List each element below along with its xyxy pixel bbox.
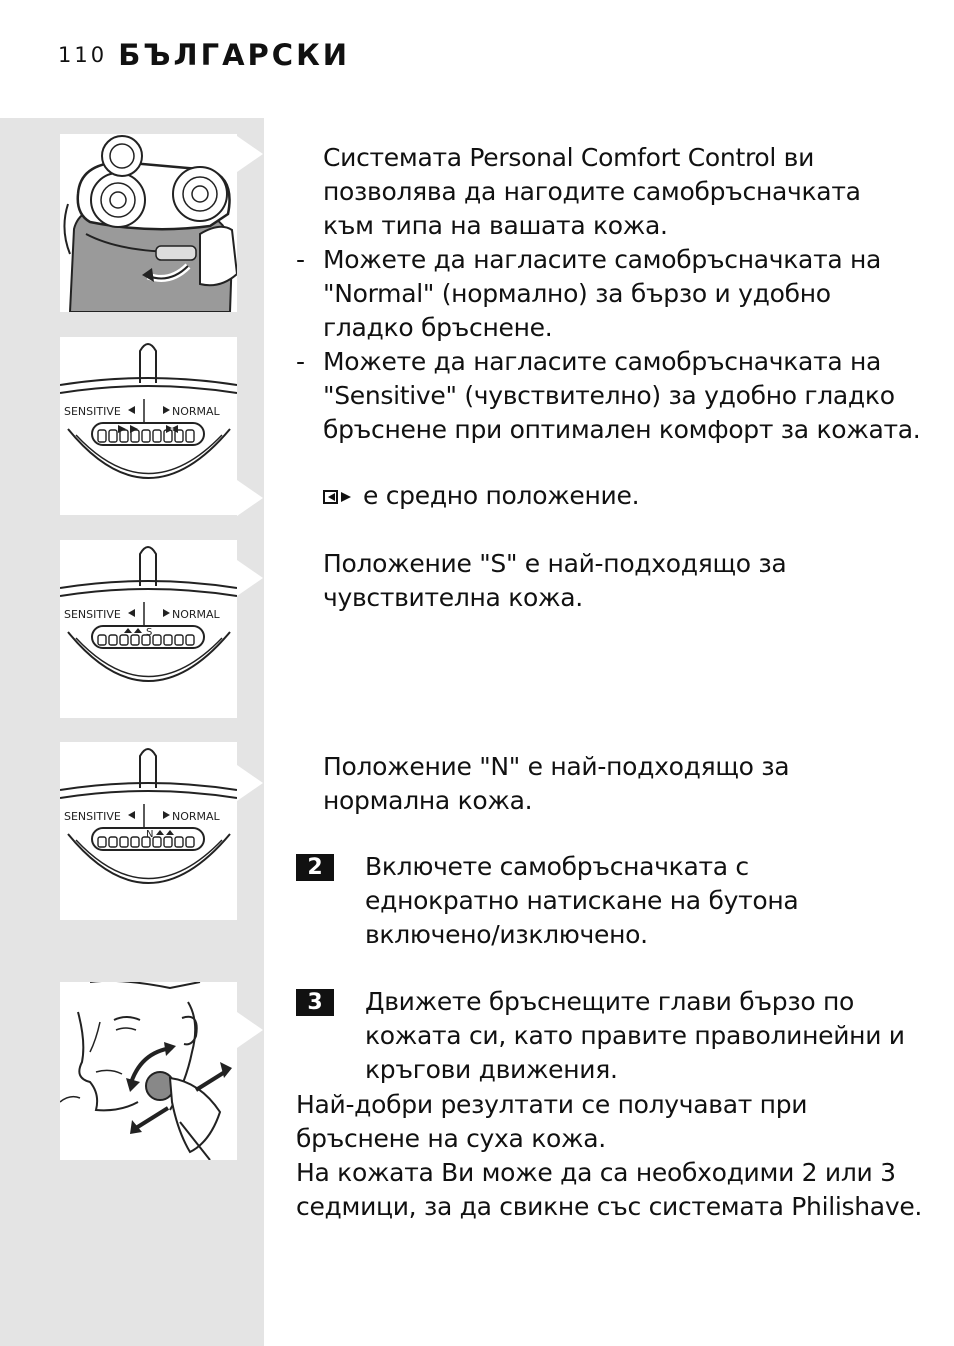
step-number-badge: 3	[296, 989, 334, 1016]
shaving-tips: Най-добри резултати се получават при бръснене на суха кожа. На кожата Ви може да са необходими 2 или 3 седмици, за да свикне със системата Philishave.	[296, 1090, 923, 1221]
sensitive-label: SENSITIVE	[64, 608, 121, 621]
normal-label: NORMAL	[172, 608, 220, 621]
dial-sensitive-position-illustration	[60, 540, 237, 718]
page-number: 110	[58, 43, 108, 67]
section-title: БЪЛГАРСКИ	[118, 38, 351, 72]
comfort-dial-icon	[60, 742, 237, 920]
step-text: Включете самобръсначката с еднократно натискане на бутона включено/изключено.	[365, 852, 799, 949]
comfort-dial-icon	[60, 540, 237, 718]
bullet-sensitive: - Можете да нагласите самобръсначката на "Sensitive" (чувствително) за удобно гладко бръснене при оптимален комфорт за кожата.	[296, 347, 921, 444]
shaving-motion-icon	[60, 982, 237, 1160]
n-mark: N	[146, 829, 154, 840]
dial-normal-position-illustration	[60, 742, 237, 920]
middle-position-note: е средно положение.	[323, 479, 639, 513]
shaver-adjust-ring-illustration	[60, 134, 237, 312]
figure-pointer	[237, 480, 263, 516]
step-number-badge: 2	[296, 854, 334, 881]
normal-label: NORMAL	[172, 810, 220, 823]
s-mark: S	[146, 627, 153, 638]
comfort-dial-icon	[60, 337, 237, 515]
step-text: Движете бръснещите глави бързо по кожата си, като правите праволинейни и кръгови движения.	[365, 987, 905, 1084]
dial-middle-position-illustration	[60, 337, 237, 515]
figure-pointer	[237, 1012, 263, 1048]
page-header	[58, 38, 350, 72]
position-s-note: Положение "S" е най-подходящо за чувствителна кожа.	[323, 549, 787, 612]
figure-pointer	[237, 136, 263, 172]
shaver-adjust-icon	[60, 134, 237, 312]
intro-paragraph: Системата Personal Comfort Control ви позволява да нагодите самобръсначката към типа на вашата кожа.	[323, 143, 861, 240]
sensitive-label: SENSITIVE	[64, 405, 121, 418]
bullet-normal: - Можете да нагласите самобръсначката на "Normal" (нормално) за бързо и удобно гладко бръснене.	[296, 245, 882, 342]
position-n-note: Положение "N" е най-подходящо за нормална кожа.	[323, 752, 790, 815]
middle-position-icon	[323, 489, 357, 505]
normal-label: NORMAL	[172, 405, 220, 418]
man-shaving-illustration	[60, 982, 237, 1160]
figure-pointer	[237, 765, 263, 801]
sensitive-label: SENSITIVE	[64, 810, 121, 823]
figure-pointer	[237, 560, 263, 596]
